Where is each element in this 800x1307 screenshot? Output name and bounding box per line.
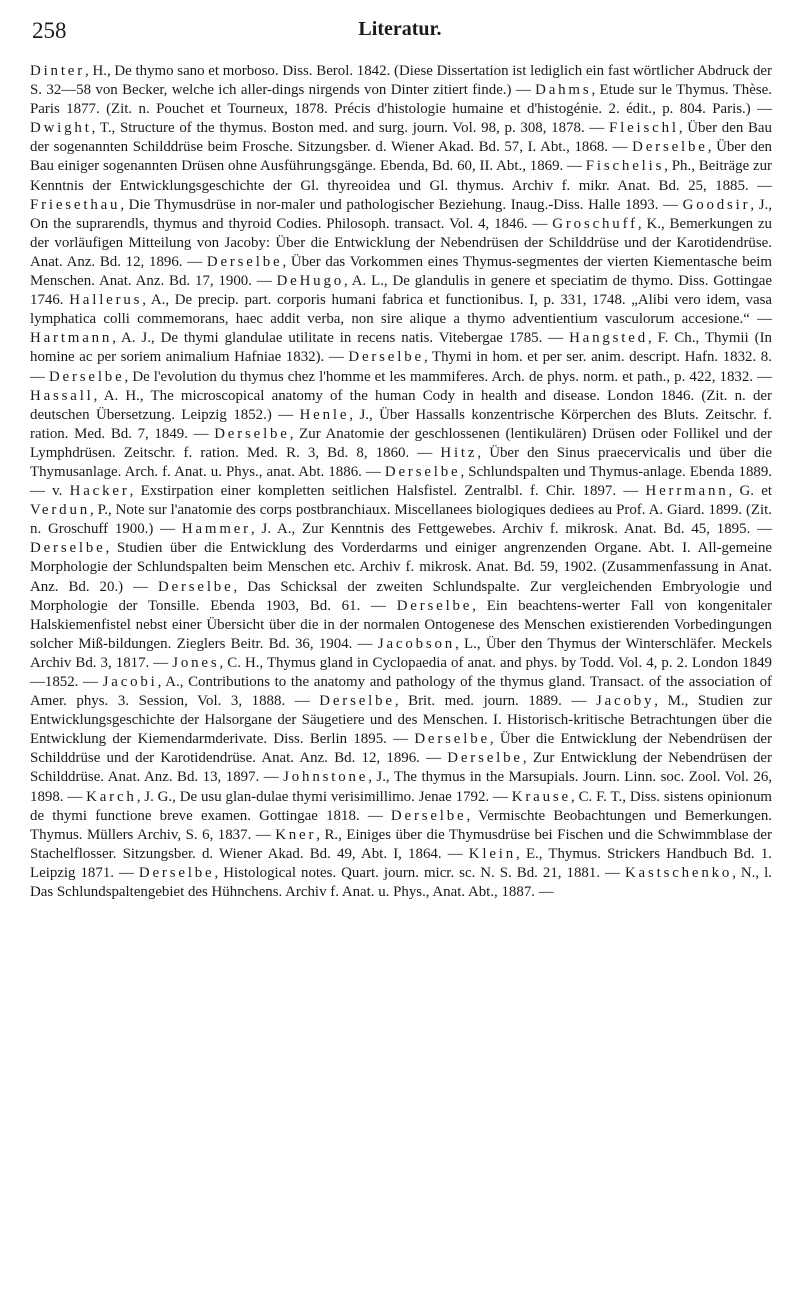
author-name: Verdun [30,502,90,519]
author-name: Friesethau [30,196,121,213]
author-name: Derselbe [348,349,424,366]
author-name: Derselbe [396,597,473,614]
citation-text: , Etude sur le Thymus. Thèse. Paris 1877. (Zit. n. Pouchet et Tourneux, 1878. Précis d'histologie humaine et d'histogénie. 2. édit., p. 804. Paris.) — [30,82,772,118]
citation-text: , A. H., The microscopical anatomy of the human Cody in health and disease. London 1846. (Zit. n. der deutschen Übersetzung. Leipzig 1852.) — [30,387,772,423]
citation-text: , Über den Bau einiger sogenannten Drüsen ohne Ausführungsgänge. Ebenda, Bd. 60, II. Abt., 1869. — [30,139,772,175]
citation-text: , M., Studien zur Entwicklungsgeschichte der Halsorgane der Säugetiere und des Menschen. I. Historisch-kritische Betrachtungen über die Entwicklung der Kiemendarmderivate. Diss. Berlin 1895. — [30,693,772,748]
author-name: Krause [511,788,571,805]
author-name: Kastschenko [624,864,733,881]
citation-text: , J. G., De usu glan-dulae thymi verisimillimo. Jenae 1792. — [136,788,512,805]
citation-text: , Studien über die Entwicklung des Vorderdarms und einiger angrenzenden Organe. Abt. I. All-gemeine Morphologie der Schlundspalten beim Menschen etc. Archiv f. mikrosk. Anat. Bd. 59, 1902. (Zusammenfassung in Anat. Anz. Bd. 20.) — [30,540,772,595]
citation-text: , Histological notes. Quart. journ. micr. sc. N. S. Bd. 21, 1881. — [214,864,625,881]
citation-text: , T., Structure of the thymus. Boston med. and surg. journ. Vol. 98, p. 308, 1878. — [91,120,610,137]
running-title: Literatur. [358,18,442,40]
author-name: Herrmann [645,483,729,500]
author-name: Derselbe [206,253,283,270]
citation-text: , E., Thymus. Strickers Handbuch Bd. 1. Leipzig 1871. — [30,845,772,881]
author-name: Hassall [30,387,94,404]
citation-text: , J., The thymus in the Marsupials. Journ. Linn. soc. Zool. Vol. 26, 1898. — [30,769,772,805]
citation-text: , K., Bemerkungen zu der vorläufigen Mitteilung von Jacoby: Über die Entwicklung der Nebendrüsen der Schilddrüse und der Karotidendrüse. Anat. Anz. Bd. 12, 1896. — [30,215,773,270]
author-name: Derselbe [157,578,234,595]
author-name: Hacker [69,483,130,500]
author-name: Fischelis [585,158,665,175]
citation-text: , Das Schicksal der zweiten Schlundspalte. Zur vergleichenden Embryologie und Morphologie der Tonsille. Ebenda 1903, Bd. 61. — [30,578,773,614]
author-name: Hartmann [30,330,113,347]
author-name: Jacobson [377,635,456,652]
citation-text: , C. F. T., Diss. sistens opinionum de thymi functione breve examen. Gottingae 1818. — [30,788,773,824]
author-name: Hallerus [69,292,143,309]
citation-text: , G. et [728,483,773,500]
citation-text: , Exstirpation einer kompletten seitlichen Halsfistel. Zentralbl. f. Chir. 1897. — [129,483,646,500]
author-name: Dwight [30,120,92,137]
citation-text: , H., De thymo sano et morboso. Diss. Berol. 1842. (Diese Dissertation ist lediglich ein fast wörtlicher Abdruck der S. 32—58 von Becker, welche ich aller-dings nirgends von Dinter zitiert finde.) — [30,63,772,99]
author-name: DeHugo [276,273,345,290]
author-name: Kner [275,826,317,843]
author-name: Karch [86,788,137,805]
author-name: Hammer [181,521,251,538]
citation-text: , R., Einiges über die Thymusdrüse bei Fischen und die Schwimmblase der Stachelflosser. Sitzungsber. d. Wiener Akad. Bd. 49, Abt. I, 1864. — [30,826,772,862]
author-name: Dahms [535,82,592,99]
citation-text: , Über den Bau der sogenannten Schilddrüse beim Frosche. Sitzungsber. d. Wiener Akad. Bd. 57, I. Abt., 1868. — [30,120,772,156]
citation-text: , J. A., Zur Kenntnis des Fettgewebes. Archiv f. mikrosk. Anat. Bd. 45, 1895. — [250,521,772,538]
citation-text: , J., On the suprarendls, thymus and thyroid Codies. Philosoph. transact. Vol. 4, 1846. — [30,196,773,232]
author-name: Klein [468,845,517,862]
author-name: Derselbe [30,540,106,557]
author-name: Groschuff [552,215,638,232]
author-name: Derselbe [414,731,490,748]
author-name: Jacoby [595,693,655,710]
author-name: Derselbe [214,425,290,442]
citation-text: , De l'evolution du thymus chez l'homme et les mammiferes. Arch. de phys. norm. et path., p. 422, 1832. — [124,368,772,385]
citation-text: , C. H., Thymus gland in Cyclopaedia of anat. and phys. by Todd. Vol. 4, p. 2. London 1849—1852. — [30,654,773,690]
author-name: Jones [172,654,220,671]
author-name: Hitz [440,444,478,461]
citation-text: , Brit. med. journ. 1889. — [394,693,596,710]
citation-text: , F. Ch., Thymii (In homine ac per soriem animalium Hafniae 1832). — [30,330,772,366]
citation-text: , Zur Entwicklung der Nebendrüsen der Schilddrüse. Anat. Anz. Bd. 13, 1897. — [30,750,772,786]
citation-text: , N., l. Das Schlundspaltengebiet des Hühnchens. Archiv f. Anat. u. Phys., Anat. Abt., 1887. — [30,864,772,901]
citation-text: , L., Über den Thymus der Winterschläfer. Meckels Archiv Bd. 3, 1817. — [30,635,772,671]
author-name: Henle [299,406,350,423]
page-header [28,16,772,50]
author-name: Derselbe [632,139,708,156]
citation-text: , P., Note sur l'anatomie des corps postbranchiaux. Miscellanees biologiques dediees au Prof. A. Giard. 1899. (Zit. n. Groschuff 1900.) — [30,502,772,538]
bibliography-text [30,62,772,902]
author-name: Hangsted [569,330,648,347]
citation-text: , Über den Sinus praecervicalis und über die Thymusanlage. Arch. f. Anat. u. Phys., anat. Abt. 1886. — [30,444,773,480]
citation-text: , Ein beachtens-werter Fall von kongenitaler Halskiemenfistel nebst einer Übersicht über die in der normalen Ontogenese des Menschen existierenden Vorbedingungen solcher Miß-bildungen. Zieglers Beitr. Bd. 36, 1904. — [30,597,772,652]
citation-text: , A. J., De thymi glandulae utilitate in recens natis. Vitebergae 1785. — [112,330,570,347]
citation-text: , Schlundspalten und Thymus-anlage. Ebenda 1889. — v. [30,463,773,500]
page-number: 258 [32,18,67,43]
author-name: Fleischl [609,120,679,137]
citation-text: , Die Thymusdrüse in nor-maler und pathologischer Beziehung. Inaug.-Diss. Halle 1893. — [120,196,683,213]
author-name: Derselbe [390,807,467,824]
author-name: Goodsir [682,196,751,213]
author-name: Derselbe [319,693,395,710]
author-name: Derselbe [384,463,461,480]
citation-text: , J., Über Hassalls konzentrische Körperchen des Bluts. Zeitschr. f. ration. Med. Bd. 7, 1849. — [30,406,772,442]
citation-text: , Zur Anatomie der geschlossenen (lentikulären) Drüsen oder Follikel und der Lymphdrüsen. Zeitschr. f. ration. Med. R. 3, Bd. 8, 1860. — [30,425,772,461]
citation-text: , Vermischte Beobachtungen und Bemerkungen. Thymus. Müllers Archiv, S. 6, 1837. — [30,807,772,843]
citation-text: , Ph., Beiträge zur Kenntnis der Entwicklungsgeschichte der Gl. thyreoidea und Gl. thymus. Archiv f. mikr. Anat. Bd. 25, 1885. — [30,158,773,194]
author-name: Dinter [30,63,86,79]
citation-text: , Thymi in hom. et per ser. anim. descript. Hafn. 1832. 8. — [30,349,772,385]
author-name: Jacobi [102,674,158,690]
author-name: Derselbe [138,864,215,881]
citation-text: , Über das Vorkommen eines Thymus-segmentes der vierten Kiementasche beim Menschen. Anat. Anz. Bd. 17, 1900. — [30,253,772,290]
citation-text: , Über die Entwicklung der Nebendrüsen der Schilddrüse und der Karotidendrüse. Anat. Anz. Bd. 12, 1896. — [30,731,772,767]
author-name: Derselbe [447,750,523,767]
citation-text: , A., Contributions to the anatomy and pathology of the thymus gland. Transact. of the association of Amer. phys. 3. Session, Vol. 3, 1888. — [30,674,772,710]
citation-text: , A., De precip. part. corporis humani fabrica et functionibus. I, p. 331, 1748. „Alibi vero idem, vasa lymphatica colli commemorans, haec addit verba, non sire alique a thymo adventientium vasculorum accesione.“ — [30,292,773,328]
author-name: Johnstone [283,769,369,786]
author-name: Derselbe [48,368,125,385]
citation-text: , A. L., De glandulis in genere et speciatim de thymo. Diss. Gottingae 1746. [30,273,772,309]
